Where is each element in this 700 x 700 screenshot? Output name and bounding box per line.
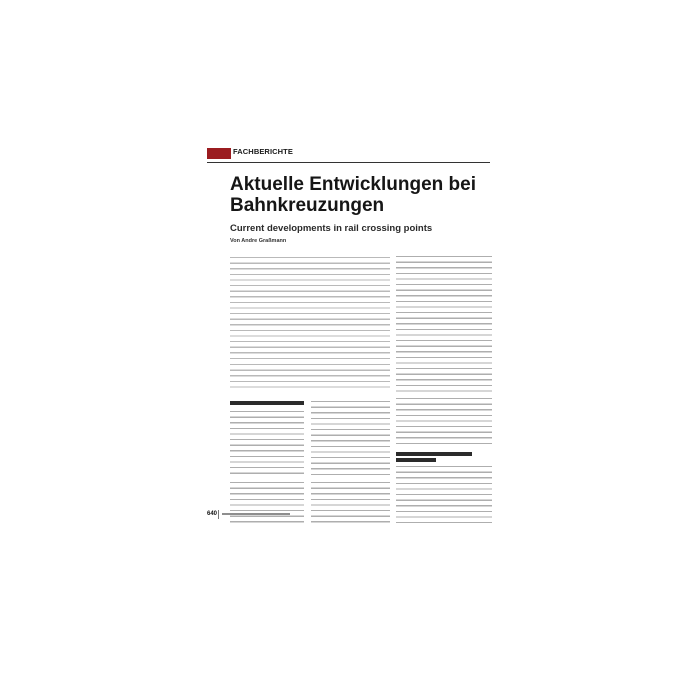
german-abstract-continued	[230, 313, 390, 337]
column-2-paragraph-1	[311, 401, 390, 477]
column-3-paragraph-2	[396, 466, 492, 527]
section-heading-1	[230, 401, 304, 405]
section-divider	[207, 162, 490, 163]
section-heading-2-line-2	[396, 458, 436, 462]
column-2-paragraph-2	[311, 482, 390, 527]
section-heading-2	[396, 452, 472, 456]
right-column-intro-text	[396, 256, 492, 308]
column-1-paragraph-1	[230, 411, 304, 477]
column-1-paragraph-2	[230, 482, 304, 527]
footer-divider	[218, 510, 219, 519]
page-number: 640	[207, 511, 218, 517]
german-abstract	[230, 257, 390, 311]
article-author: Von Andre Graßmann	[230, 238, 287, 244]
section-label: FACHBERICHTE	[233, 147, 293, 156]
journal-reference	[222, 513, 290, 515]
column-3-paragraph-1	[396, 398, 492, 446]
right-column-body-text	[396, 312, 492, 394]
article-title: Aktuelle Entwicklungen bei Bahnkreuzungen	[230, 174, 476, 216]
section-color-tab	[207, 148, 231, 159]
english-abstract-continued	[230, 364, 390, 392]
article-subtitle: Current developments in rail crossing points	[230, 223, 433, 234]
english-abstract	[230, 341, 390, 361]
